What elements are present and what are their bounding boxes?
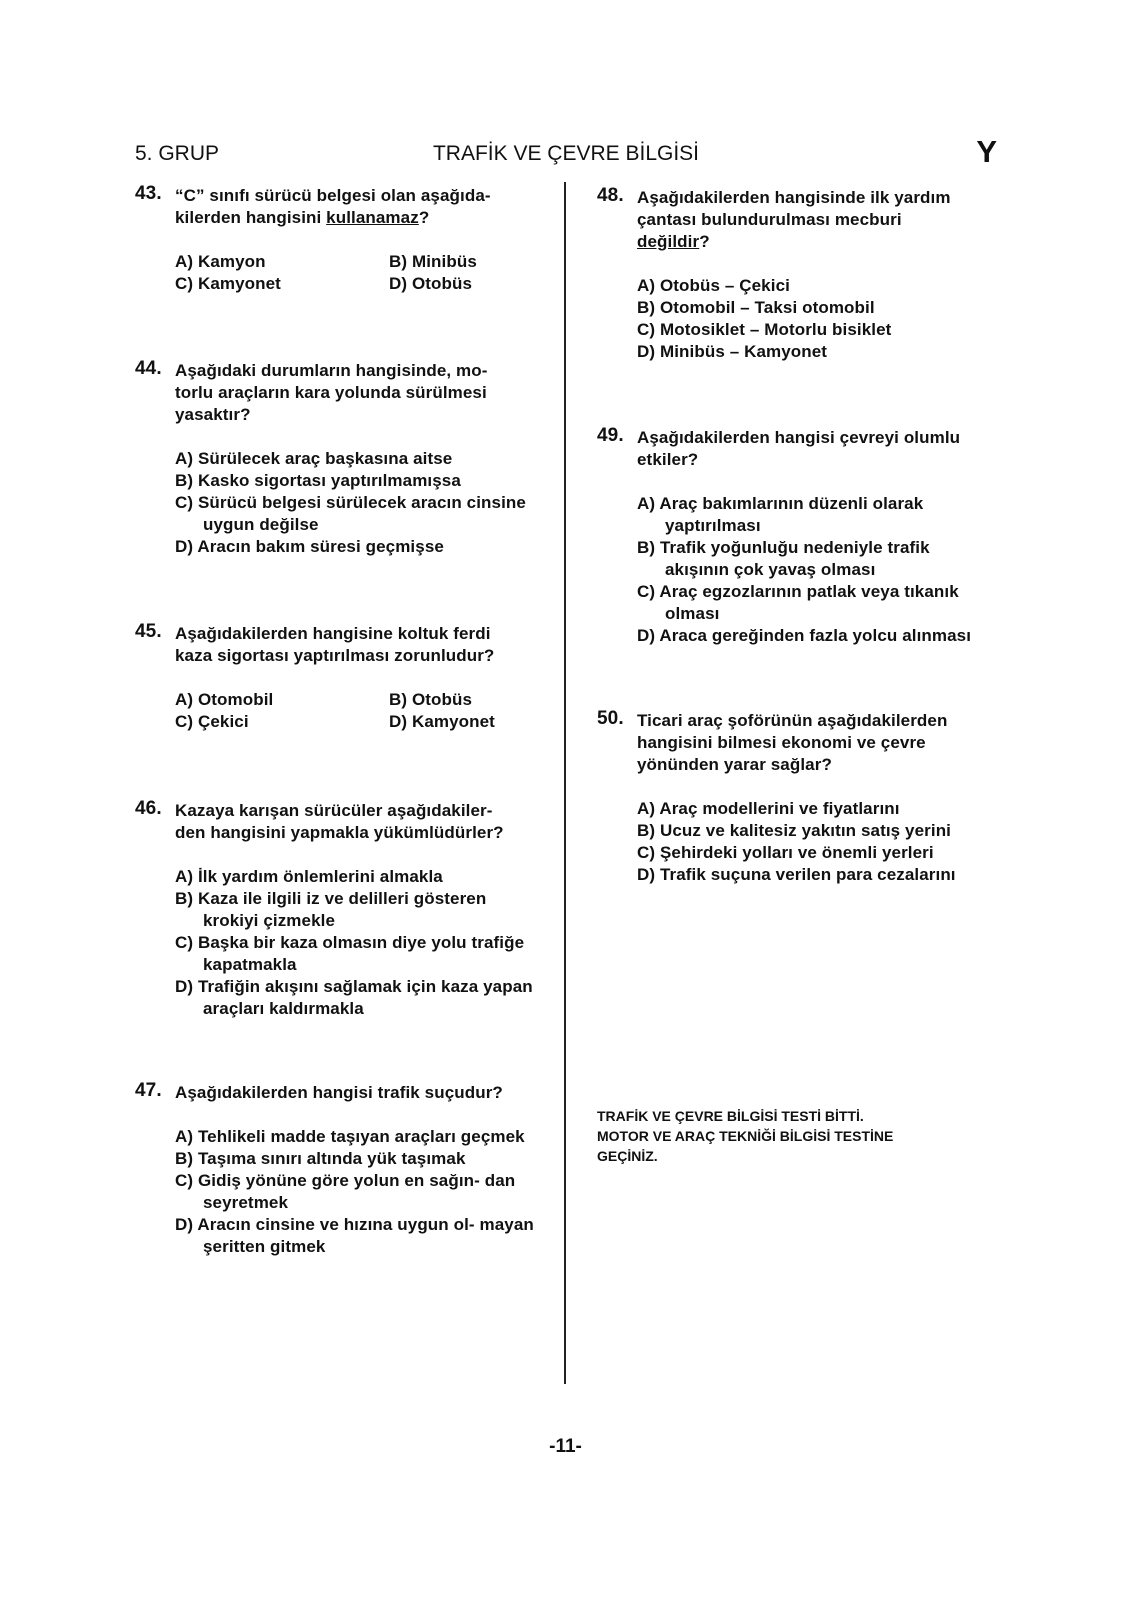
group-label: 5. GRUP	[135, 142, 220, 165]
question-50	[597, 710, 997, 886]
option-a[interactable]: A) Sürülecek araç başkasına aitse	[175, 449, 453, 468]
option-c[interactable]: C) Başka bir kaza olmasın diye yolu trafiğe kapatmakla	[175, 933, 525, 974]
question-text: Aşağıdaki durumların hangisinde, mo- torlu araçların kara yolunda sürülmesi yasaktır?	[175, 361, 488, 424]
option-d[interactable]: D) Aracın bakım süresi geçmişse	[175, 537, 444, 556]
question-45	[135, 623, 545, 733]
option-b[interactable]: B) Trafik yoğunluğu nedeniyle trafik akışının çok yavaş olması	[637, 538, 930, 579]
question-46	[135, 800, 545, 1020]
answer-options	[175, 448, 545, 558]
question-text: “C” sınıfı sürücü belgesi olan aşağıda- kilerden hangisini kullanamaz?	[175, 186, 491, 227]
option-d[interactable]: D) Otobüs	[389, 274, 473, 293]
option-a[interactable]: A) Kamyon	[175, 252, 266, 271]
option-b[interactable]: B) Taşıma sınırı altında yük taşımak	[175, 1149, 466, 1168]
answer-options	[175, 1126, 545, 1258]
option-a[interactable]: A) Araç bakımlarının düzenli olarak yaptırılması	[637, 494, 924, 535]
question-text: Kazaya karışan sürücüler aşağıdakiler- den hangisini yapmakla yükümlüdürler?	[175, 801, 504, 842]
option-d[interactable]: D) Minibüs – Kamyonet	[637, 342, 828, 361]
question-48	[597, 187, 997, 363]
answer-options	[175, 866, 545, 1020]
answer-options	[175, 689, 545, 733]
option-c[interactable]: C) Şehirdeki yolları ve önemli yerleri	[637, 843, 934, 862]
question-text: Ticari araç şoförünün aşağıdakilerden hangisini bilmesi ekonomi ve çevre yönünden yarar sağlar?	[637, 711, 948, 774]
option-a[interactable]: A) Otomobil	[175, 690, 274, 709]
option-b[interactable]: B) Ucuz ve kalitesiz yakıtın satış yerini	[637, 821, 952, 840]
question-number: 48.	[597, 185, 624, 206]
option-b[interactable]: B) Kasko sigortası yaptırılmamışsa	[175, 471, 461, 490]
page-number: -11-	[549, 1436, 582, 1457]
question-number: 46.	[135, 798, 162, 819]
option-c[interactable]: C) Araç egzozlarının patlak veya tıkanık olması	[637, 582, 959, 623]
booklet-type: Y	[976, 134, 997, 169]
option-b[interactable]: B) Otobüs	[389, 690, 473, 709]
question-text: Aşağıdakilerden hangisi trafik suçudur?	[175, 1083, 503, 1102]
option-c[interactable]: C) Kamyonet	[175, 274, 281, 293]
question-number: 45.	[135, 621, 162, 642]
option-c[interactable]: C) Çekici	[175, 712, 249, 731]
column-divider	[564, 182, 566, 1384]
question-number: 43.	[135, 183, 162, 204]
underlined-keyword: kullanamaz	[326, 208, 419, 227]
test-end-note: TRAFİK VE ÇEVRE BİLGİSİ TESTİ BİTTİ. MOTOR VE ARAÇ TEKNİĞİ BİLGİSİ TESTİNE GEÇİNİZ.	[597, 1108, 894, 1164]
option-d[interactable]: D) Trafiğin akışını sağlamak için kaza yapan araçları kaldırmakla	[175, 977, 533, 1018]
option-d[interactable]: D) Kamyonet	[389, 712, 495, 731]
option-c[interactable]: C) Sürücü belgesi sürülecek aracın cinsine uygun değilse	[175, 493, 526, 534]
question-text: Aşağıdakilerden hangisinde ilk yardım çantası bulundurulması mecburi değildir?	[637, 188, 951, 251]
option-d[interactable]: D) Trafik suçuna verilen para cezalarını	[637, 865, 956, 884]
answer-options	[637, 275, 997, 363]
question-text: Aşağıdakilerden hangisine koltuk ferdi kaza sigortası yaptırılması zorunludur?	[175, 624, 495, 665]
question-47	[135, 1082, 545, 1258]
option-b[interactable]: B) Otomobil – Taksi otomobil	[637, 298, 875, 317]
option-a[interactable]: A) Tehlikeli madde taşıyan araçları geçmek	[175, 1127, 525, 1146]
page-header	[135, 134, 997, 172]
answer-options	[637, 493, 997, 647]
option-d[interactable]: D) Aracın cinsine ve hızına uygun ol- mayan şeritten gitmek	[175, 1215, 534, 1256]
question-number: 47.	[135, 1080, 162, 1101]
answer-options	[175, 251, 545, 295]
question-43	[135, 185, 545, 295]
question-number: 44.	[135, 358, 162, 379]
option-a[interactable]: A) İlk yardım önlemlerini almakla	[175, 867, 443, 886]
option-b[interactable]: B) Minibüs	[389, 252, 477, 271]
option-d[interactable]: D) Araca gereğinden fazla yolcu alınması	[637, 626, 972, 645]
question-49	[597, 427, 997, 647]
option-c[interactable]: C) Gidiş yönüne göre yolun en sağın- dan seyretmek	[175, 1171, 516, 1212]
option-a[interactable]: A) Araç modellerini ve fiyatlarını	[637, 799, 900, 818]
option-a[interactable]: A) Otobüs – Çekici	[637, 276, 790, 295]
page-title: TRAFİK VE ÇEVRE BİLGİSİ	[432, 142, 700, 165]
question-number: 49.	[597, 425, 624, 446]
option-c[interactable]: C) Motosiklet – Motorlu bisiklet	[637, 320, 892, 339]
option-b[interactable]: B) Kaza ile ilgili iz ve delilleri gösteren krokiyi çizmekle	[175, 889, 487, 930]
question-44	[135, 360, 545, 558]
underlined-keyword: değildir	[637, 232, 700, 251]
question-text: Aşağıdakilerden hangisi çevreyi olumlu etkiler?	[637, 428, 961, 469]
answer-options	[637, 798, 997, 886]
question-number: 50.	[597, 708, 624, 729]
